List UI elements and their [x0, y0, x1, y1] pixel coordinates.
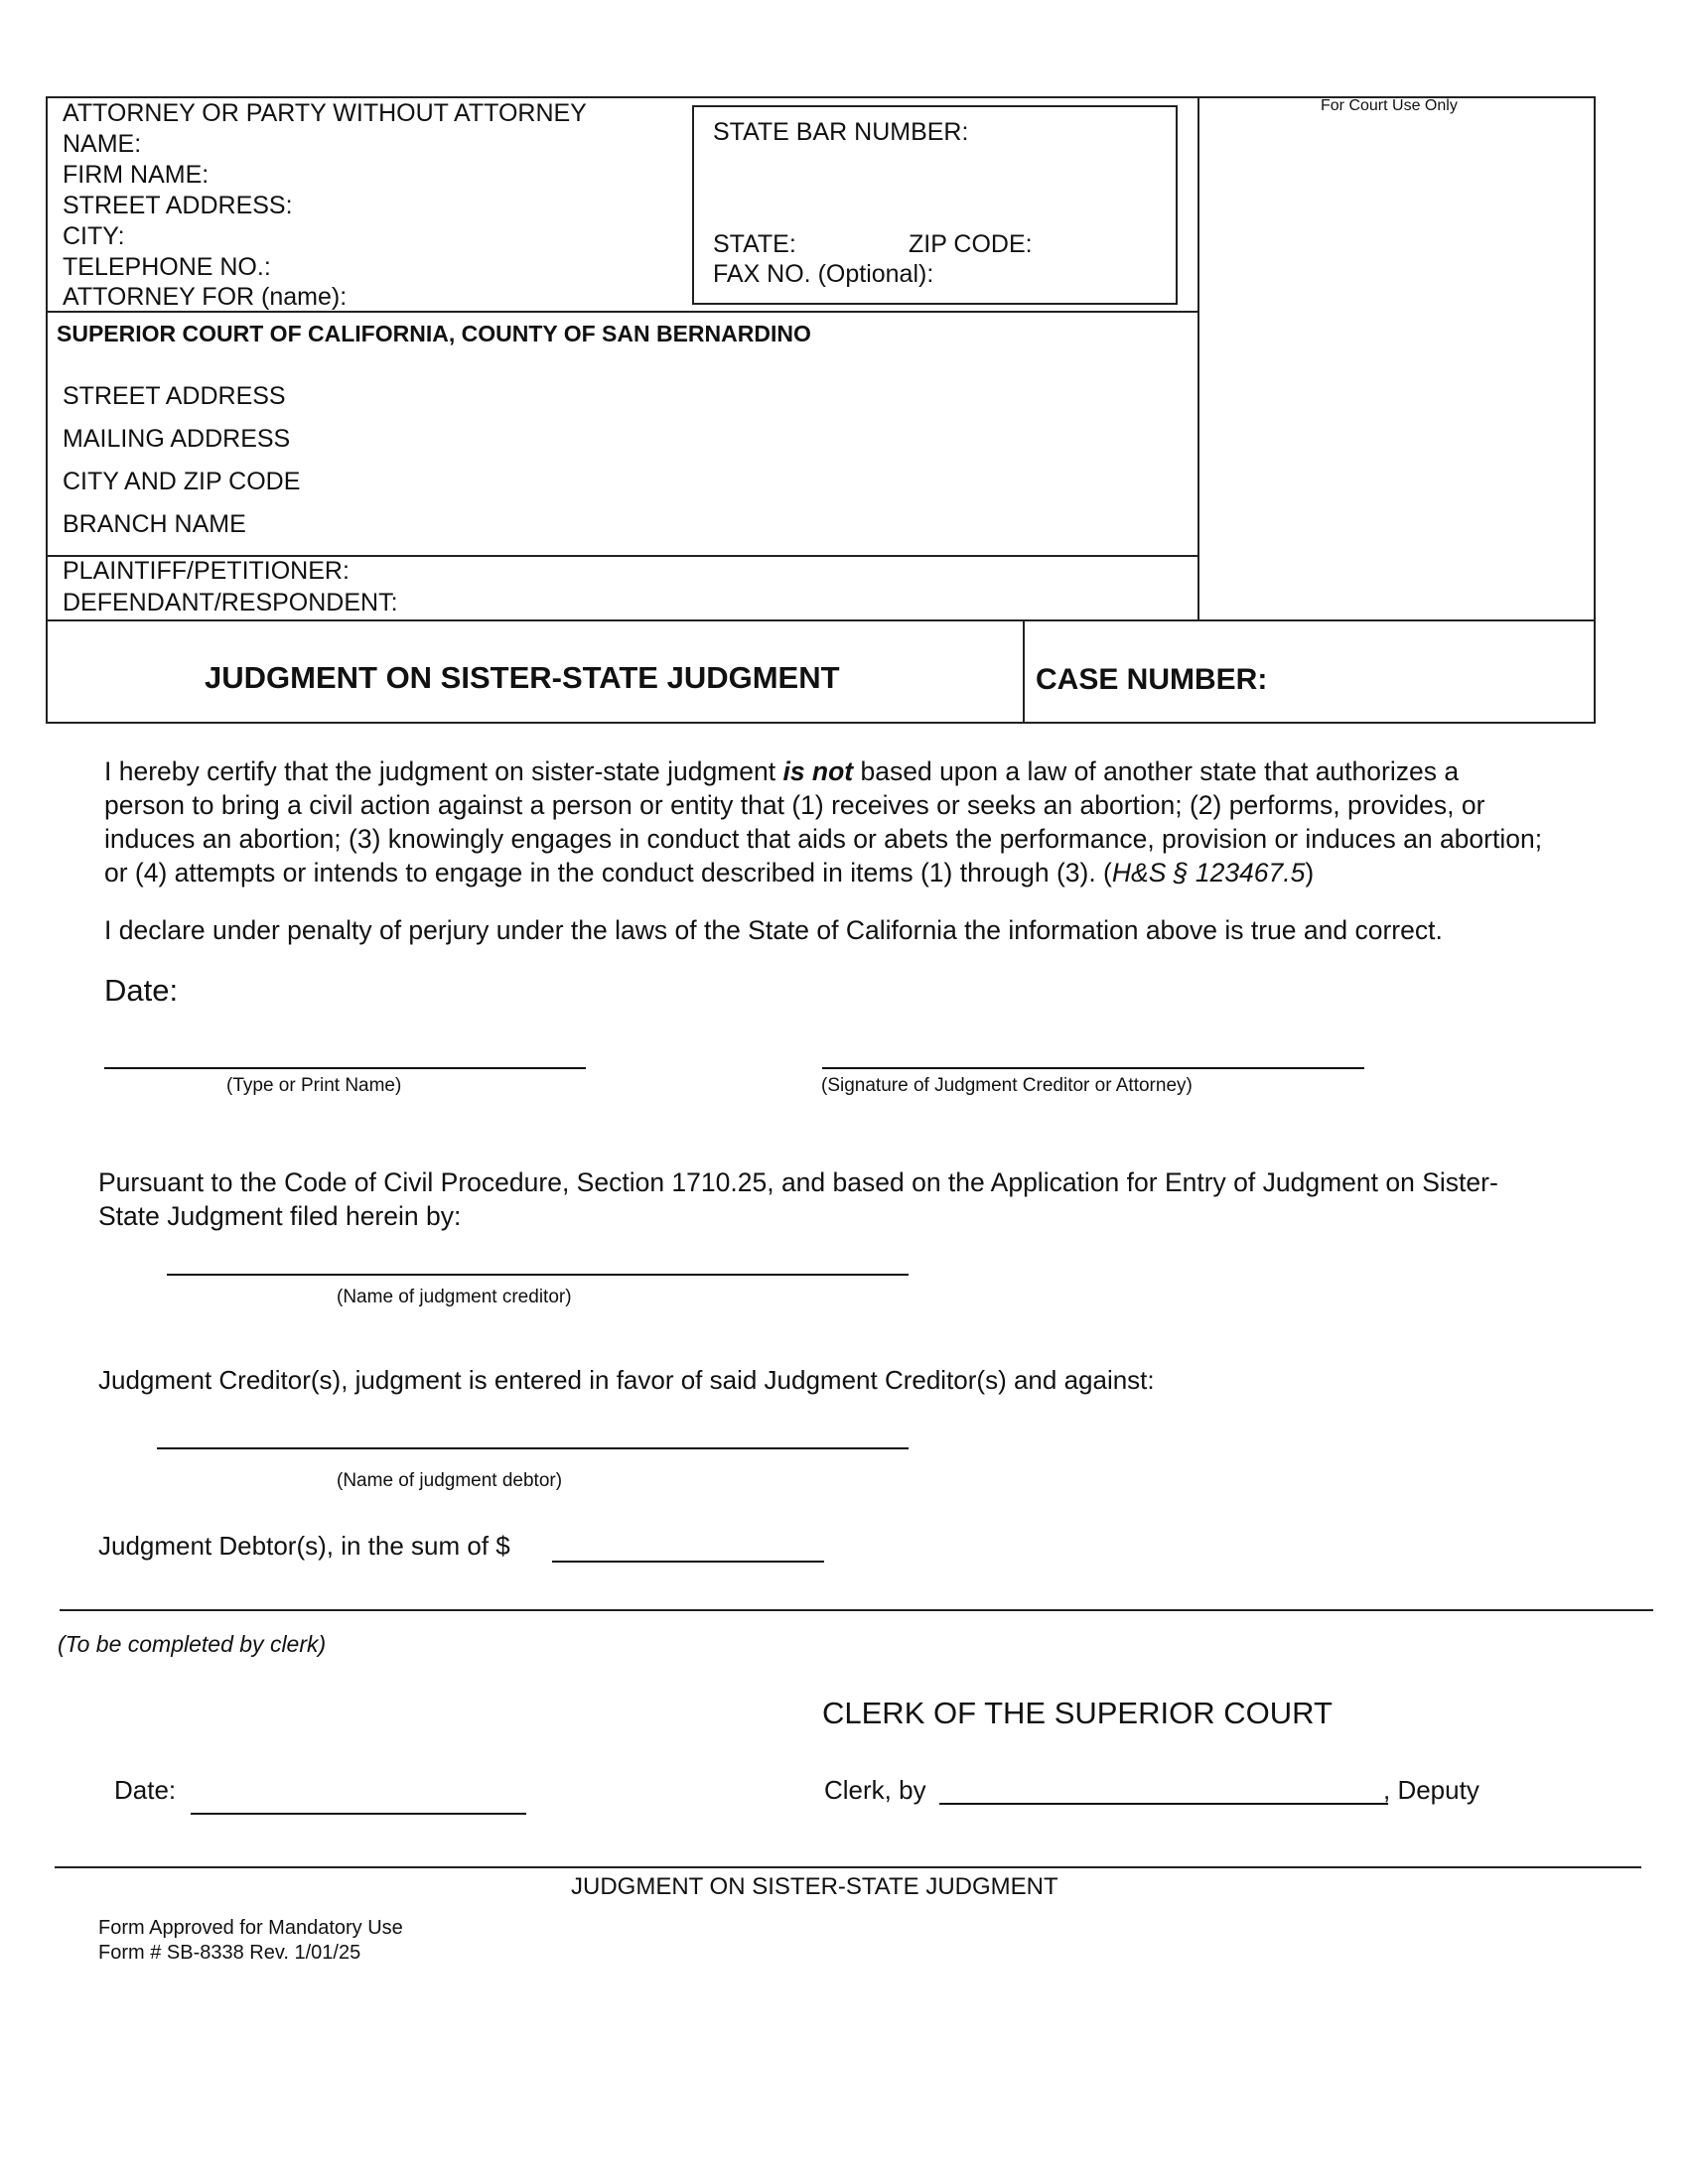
declaration-text: I declare under penalty of perjury under the laws of the State of California the information above is true and correct.	[104, 915, 1443, 945]
court-city-zip: CITY AND ZIP CODE	[63, 468, 301, 495]
state-bar-label: STATE BAR NUMBER:	[713, 118, 969, 146]
name-label: NAME:	[63, 130, 142, 158]
street-address-label: STREET ADDRESS:	[63, 192, 293, 219]
statute-citation: H&S § 123467.5	[1111, 858, 1306, 887]
form-approved-text: Form Approved for Mandatory Use	[98, 1917, 403, 1939]
pursuant-line-1: Pursuant to the Code of Civil Procedure, Section 1710.25, and based on the Application for Entry of Judgment on Sister-	[98, 1167, 1498, 1197]
attorney-for-label: ATTORNEY FOR (name):	[63, 283, 348, 311]
court-branch-name: BRANCH NAME	[63, 510, 246, 538]
court-street-address: STREET ADDRESS	[63, 382, 286, 410]
sum-amount-line[interactable]	[552, 1561, 824, 1563]
clerk-note: (To be completed by clerk)	[58, 1631, 327, 1657]
case-number-label: CASE NUMBER:	[1036, 663, 1268, 696]
debtor-name-line[interactable]	[157, 1447, 909, 1449]
print-name-line[interactable]	[104, 1067, 586, 1069]
debtor-caption: (Name of judgment debtor)	[337, 1470, 563, 1491]
clerk-date-label: Date:	[114, 1775, 177, 1805]
case-number-divider	[1023, 619, 1025, 724]
print-name-caption: (Type or Print Name)	[226, 1075, 402, 1096]
footer-title: JUDGMENT ON SISTER-STATE JUDGMENT	[571, 1873, 1058, 1900]
certification-line-2: person to bring a civil action against a person or entity that (1) receives or seeks an abortion; (2) performs, provides, or	[104, 790, 1485, 820]
firm-name-label: FIRM NAME:	[63, 161, 210, 189]
form-number-text: Form # SB-8338 Rev. 1/01/25	[98, 1942, 361, 1964]
title-divider	[46, 619, 1596, 621]
footer-rule	[55, 1866, 1641, 1868]
creditor-name-line[interactable]	[167, 1274, 909, 1276]
defendant-label: DEFENDANT/RESPONDENT:	[63, 589, 398, 616]
fax-label: FAX NO. (Optional):	[713, 260, 934, 288]
court-name: SUPERIOR COURT OF CALIFORNIA, COUNTY OF SAN BERNARDINO	[57, 321, 811, 346]
zip-code-label: ZIP CODE:	[909, 230, 1033, 258]
form-title: JUDGMENT ON SISTER-STATE JUDGMENT	[205, 660, 840, 695]
signature-caption: (Signature of Judgment Creditor or Attorney)	[821, 1075, 1193, 1096]
creditor-caption: (Name of judgment creditor)	[337, 1287, 572, 1307]
clerk-date-line[interactable]	[191, 1813, 526, 1815]
state-label: STATE:	[713, 230, 796, 258]
pursuant-line-2: State Judgment filed herein by:	[98, 1201, 462, 1231]
plaintiff-label: PLAINTIFF/PETITIONER:	[63, 557, 350, 585]
entered-text: Judgment Creditor(s), judgment is entered in favor of said Judgment Creditor(s) and against:	[98, 1365, 1155, 1395]
court-use-label: For Court Use Only	[1321, 97, 1458, 114]
clerk-title: CLERK OF THE SUPERIOR COURT	[822, 1696, 1333, 1730]
court-mailing-address: MAILING ADDRESS	[63, 425, 291, 453]
sum-text: Judgment Debtor(s), in the sum of $	[98, 1531, 510, 1561]
certification-date-label: Date:	[104, 973, 179, 1008]
certification-line-4: or (4) attempts or intends to engage in the conduct described in items (1) through (3). (H&S § 123467.5)	[104, 858, 1315, 887]
certification-paragraph	[104, 754, 1542, 889]
pursuant-paragraph	[98, 1165, 1498, 1233]
signature-line[interactable]	[822, 1067, 1364, 1069]
city-label: CITY:	[63, 222, 125, 250]
deputy-label: , Deputy	[1383, 1775, 1479, 1805]
certification-line-3: induces an abortion; (3) knowingly engages in conduct that aids or abets the performance, provision or induces an abortion;	[104, 824, 1543, 854]
emphasis-is-not: is not	[782, 756, 854, 786]
attorney-label: ATTORNEY OR PARTY WITHOUT ATTORNEY	[63, 99, 587, 127]
telephone-label: TELEPHONE NO.:	[63, 253, 271, 281]
clerk-section-rule	[60, 1609, 1653, 1611]
court-use-divider	[1197, 96, 1199, 620]
certification-line-1: I hereby certify that the judgment on sister-state judgment is not based upon a law of another state that authorizes a	[104, 756, 1460, 786]
clerk-by-label: Clerk, by	[824, 1775, 926, 1805]
clerk-signature-line[interactable]	[939, 1803, 1388, 1805]
